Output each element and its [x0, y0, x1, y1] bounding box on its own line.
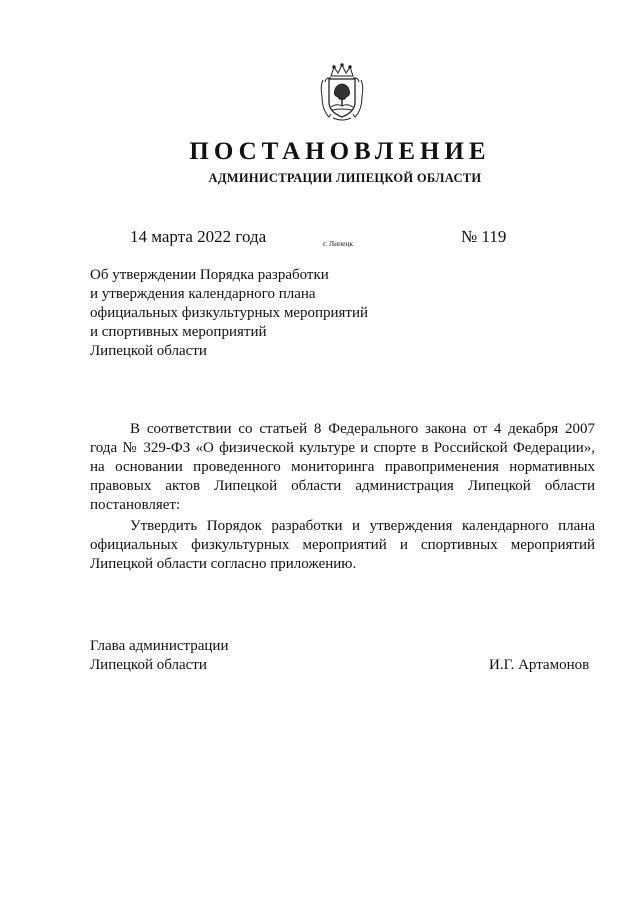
body-line: В соответствии со статьей 8 Федерального закона от 4 декабря 2007: [130, 421, 595, 437]
coat-of-arms-icon: [317, 62, 367, 122]
signatory-region: Липецкой области: [90, 657, 207, 673]
body-line: на основании проведенного мониторинга правоприменения нормативных: [90, 459, 595, 475]
subject-line: и спортивных мероприятий: [90, 324, 267, 340]
body-line: года № 329-ФЗ «О физической культуре и спорте в Российской Федерации»,: [90, 440, 595, 456]
signatory-name: И.Г. Артамонов: [489, 657, 590, 673]
document-title: ПОСТАНОВЛЕНИЕ: [189, 138, 491, 165]
subject-line: Липецкой области: [90, 343, 207, 359]
body-line: Липецкой области согласно приложению.: [90, 556, 357, 572]
subject-line: и утверждения календарного плана: [90, 286, 316, 302]
body-line: Утвердить Порядок разработки и утверждения календарного плана: [130, 518, 595, 534]
subject-line: официальных физкультурных мероприятий: [90, 305, 369, 321]
document-date: 14 марта 2022 года: [130, 227, 267, 246]
body-line: правовых актов Липецкой области администрация Липецкой области: [90, 478, 595, 494]
body-line: постановляет:: [90, 497, 181, 513]
signatory-position: Глава администрации: [90, 638, 229, 654]
issuing-authority: АДМИНИСТРАЦИИ ЛИПЕЦКОЙ ОБЛАСТИ: [208, 171, 482, 185]
document-city: г. Липецк: [323, 239, 354, 248]
subject-line: Об утверждении Порядка разработки: [90, 267, 329, 283]
body-line: официальных физкультурных мероприятий и спортивных мероприятий: [90, 537, 595, 553]
document-number: № 119: [461, 227, 507, 246]
document-body: [90, 420, 595, 574]
document-subject: [90, 266, 410, 361]
